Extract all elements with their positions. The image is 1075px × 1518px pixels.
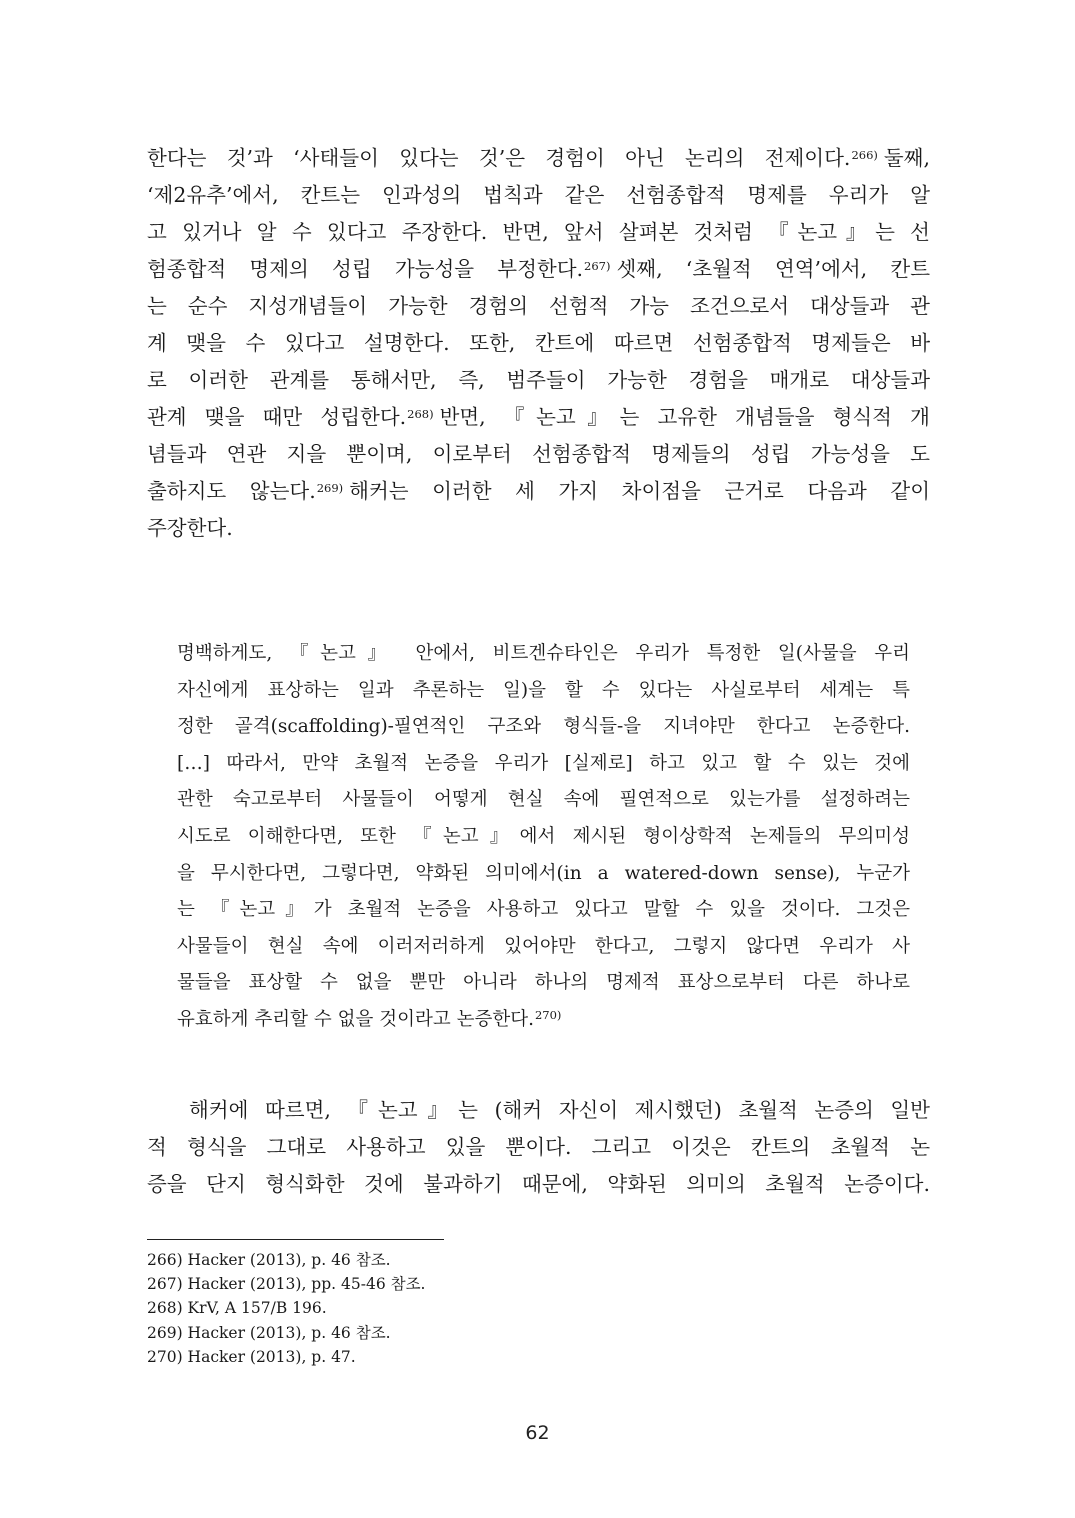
text-line: ‘제2유추’에서, 칸트는 인과성의 법칙과 같은 선험종합적 명제를 우리가 알 bbox=[147, 183, 930, 207]
text-line: 계 맺을 수 있다고 설명한다. 또한, 칸트에 따르면 선험종합적 명제들은 바 bbox=[147, 331, 930, 355]
body-paragraph-1 bbox=[147, 140, 930, 547]
footnote-list bbox=[147, 1248, 847, 1369]
text-line: 해커에 따르면, 『논고』는 (해커 자신이 제시했던) 초월적 논증의 일반 bbox=[189, 1098, 930, 1122]
text-line: 험종합적 명제의 성립 가능성을 부정한다.$^{267)}$ 셋째, ‘초월적 연역’에서, 칸트 bbox=[147, 257, 931, 281]
quote-line: […] 따라서, 만약 초월적 논증을 우리가 [실제로] 하고 있고 할 수 있는 것에 bbox=[177, 752, 910, 774]
block-quote bbox=[177, 636, 910, 1039]
quote-line: 명백하게도, 『논고』 안에서, 비트겐슈타인은 우리가 특정한 일(사물을 우리 bbox=[177, 643, 910, 664]
quote-line: 는 『논고』가 초월적 논증을 사용하고 있다고 말할 수 있을 것이다. 그것은 bbox=[177, 899, 910, 921]
quote-line: 물들을 표상할 수 없을 뿐만 아니라 하나의 명제적 표상으로부터 다른 하나로 bbox=[177, 972, 910, 994]
footnote-266: 266) Hacker (2013), p. 46 참조. bbox=[147, 1251, 391, 1269]
quote-line: 자신에게 표상하는 일과 추론하는 일)을 할 수 있다는 사실로부터 세계는 특 bbox=[177, 679, 910, 701]
text-line: 증을 단지 형식화한 것에 불과하기 때문에, 약화된 의미의 초월적 논증이다. bbox=[147, 1172, 930, 1196]
footnote-269: 269) Hacker (2013), p. 46 참조. bbox=[147, 1323, 391, 1342]
text-line: 주장한다. bbox=[147, 516, 233, 540]
body-paragraph-2 bbox=[147, 1092, 930, 1203]
text-line: 한다는 것’과 ‘사태들이 있다는 것’은 경험이 아닌 논리의 전제이다.$^{266)}$ 둘째, bbox=[147, 146, 930, 170]
text-line: 관계 맺을 때만 성립한다.$^{268)}$ 반면, 『논고』는 고유한 개념들을 형식적 개 bbox=[147, 405, 930, 429]
quote-line: 사물들이 현실 속에 이러저러하게 있어야만 한다고, 그렇지 않다면 우리가 사 bbox=[177, 935, 910, 957]
text-line: 는 순수 지성개념들이 가능한 경험의 선험적 가능 조건으로서 대상들과 관 bbox=[147, 294, 930, 318]
page-number: 62 bbox=[525, 1422, 550, 1444]
quote-line: 유효하게 추리할 수 없을 것이라고 논증한다.$^{270)}$ bbox=[177, 1007, 562, 1030]
text-line: 념들과 연관 지을 뿐이며, 이로부터 선험종합적 명제들의 성립 가능성을 도 bbox=[147, 442, 930, 466]
text-line: 적 형식을 그대로 사용하고 있을 뿐이다. 그리고 이것은 칸트의 초월적 논 bbox=[147, 1135, 930, 1159]
footnote-267: 267) Hacker (2013), pp. 45-46 참조. bbox=[147, 1275, 426, 1294]
quote-line: 정한 골격(scaffolding)-필연적인 구조와 형식들-을 지녀야만 한다고 논증한다. bbox=[177, 716, 910, 738]
text-line: 고 있거나 알 수 있다고 주장한다. 반면, 앞서 살펴본 것처럼 『논고』는 선 bbox=[147, 220, 930, 244]
text-line: 로 이러한 관계를 통해서만, 즉, 범주들이 가능한 경험을 매개로 대상들과 bbox=[147, 368, 930, 392]
footnote-270: 270) Hacker (2013), p. 47. bbox=[147, 1347, 356, 1366]
quote-line: 관한 숙고로부터 사물들이 어떻게 현실 속에 필연적으로 있는가를 설정하려는 bbox=[177, 789, 910, 811]
footnote-ref-268[interactable]: 268) bbox=[407, 407, 434, 421]
footnote-ref-266[interactable]: 266) bbox=[851, 148, 878, 162]
text-line: 출하지도 않는다.$^{269)}$ 해커는 이러한 세 가지 차이점을 근거로 다음과 같이 bbox=[147, 479, 931, 503]
footnote-divider bbox=[147, 1239, 444, 1240]
footnote-268: 268) KrV, A 157/B 196. bbox=[147, 1299, 327, 1318]
quote-line: 을 무시한다면, 그렇다면, 약화된 의미에서(in a watered-down sense), 누군가 bbox=[177, 862, 910, 884]
footnote-ref-267[interactable]: 267) bbox=[584, 259, 611, 273]
footnote-ref-269[interactable]: 269) bbox=[316, 481, 344, 495]
quote-line: 시도로 이해한다면, 또한 『논고』에서 제시된 형이상학적 논제들의 무의미성 bbox=[177, 825, 910, 847]
footnote-ref-270[interactable]: 270) bbox=[534, 1007, 562, 1022]
